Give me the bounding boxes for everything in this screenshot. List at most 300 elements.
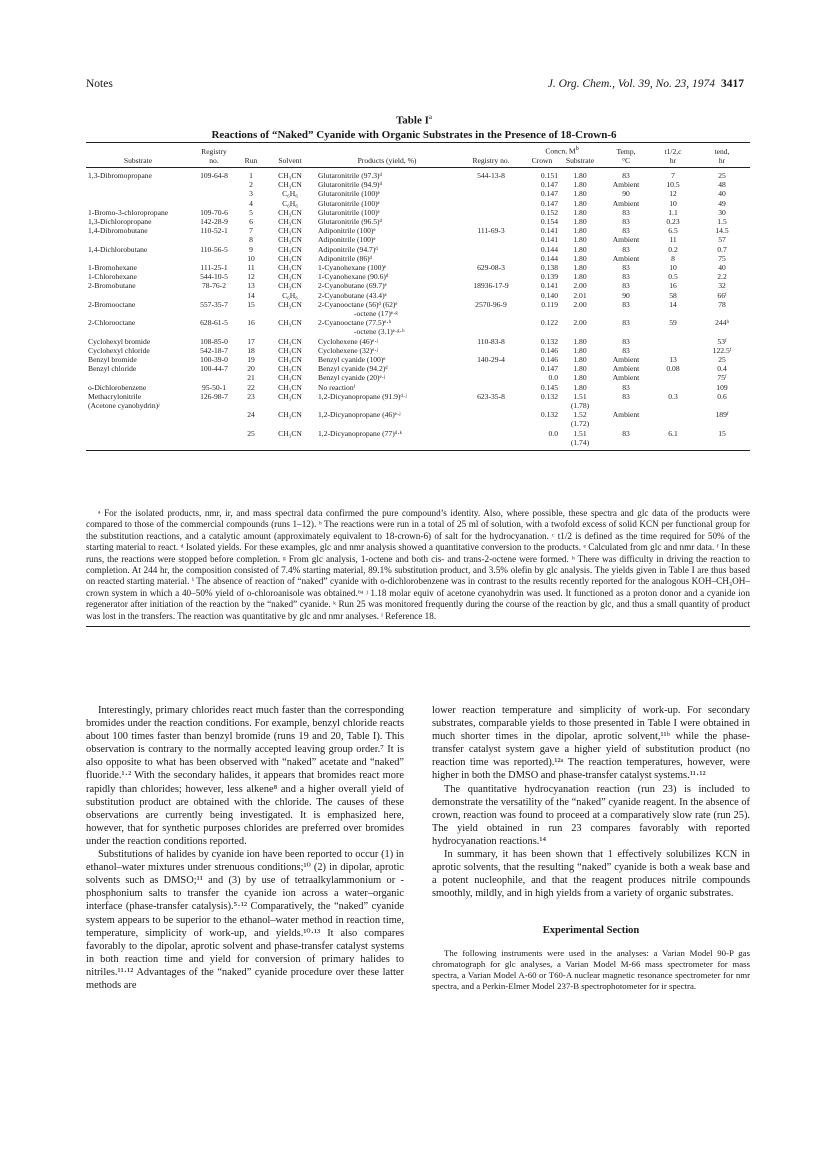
cell-registry: 109-70-6	[200, 207, 228, 217]
cell-tend: 0.7	[717, 244, 727, 254]
cell-product-registry	[458, 291, 524, 300]
cell-products: No reactionⁱ	[318, 382, 356, 392]
cell-run: 22	[247, 382, 255, 392]
table-header-row-2	[86, 156, 750, 168]
cell-substrate-concn: 1.80	[573, 207, 587, 217]
cell-substrate-concn: 1.80	[573, 180, 587, 190]
cell-substrate-concn: 1.51	[573, 428, 587, 438]
cell-crown-concn	[524, 309, 560, 318]
cell-products: Glutaronitrile (100)ᵉ	[318, 207, 380, 217]
cell-solvent: CH₃CN	[278, 207, 302, 217]
table-row	[86, 401, 750, 410]
cell-run: 14	[247, 290, 255, 300]
cell-run: 16	[247, 318, 255, 328]
cell-crown-concn	[524, 438, 560, 451]
cell-crown-concn: 0.154	[540, 216, 558, 226]
cell-product-registry	[458, 199, 524, 208]
cell-run: 10	[247, 253, 255, 263]
cell-registry	[190, 438, 238, 451]
cell-solvent: C₆H₆	[282, 189, 298, 199]
cell-crown-concn: 0.146	[540, 345, 558, 355]
cell-thalf: 0.5	[668, 272, 678, 282]
cell-crown-concn: 0.145	[540, 382, 558, 392]
table-row	[86, 373, 750, 382]
cell-substrate-concn: (1.74)	[560, 438, 600, 451]
cell-temp: Ambient	[612, 355, 640, 364]
cell-registry: 110-52-1	[200, 226, 228, 236]
table-caption	[0, 110, 828, 142]
cell-products: 2-Cyanobutane (43.4)ᵉ	[318, 290, 387, 300]
cell-tend	[694, 309, 750, 318]
cell-substrate: 1-Bromo-3-chloropropane	[88, 207, 169, 217]
cell-products	[316, 438, 458, 451]
cell-products: -octene (17)ᵉ·ᵍ	[354, 308, 398, 318]
cell-substrate-concn: 1.80	[573, 373, 587, 383]
cell-temp	[600, 401, 652, 410]
journal-citation	[548, 78, 744, 90]
cell-products: Adiponitrile (94.7)ᵈ	[318, 244, 378, 254]
cell-solvent	[264, 327, 316, 336]
cell-registry: 78-76-2	[201, 281, 227, 291]
cell-solvent: C₆H₆	[282, 290, 298, 300]
page-number: 3417	[721, 78, 744, 90]
table-title: Table $I^a$	[395, 113, 433, 127]
table-row	[86, 429, 750, 438]
cell-tend: 25	[718, 355, 726, 364]
cell-products: Glutaronitrile (94.9)ᵈ	[318, 180, 382, 190]
cell-crown-concn: 0.139	[540, 272, 558, 282]
cell-thalf: 8	[671, 253, 675, 263]
cell-solvent	[264, 309, 316, 318]
cell-solvent: CH₃CN	[278, 299, 302, 309]
cell-product-registry	[458, 410, 524, 419]
cell-tend: 49	[718, 198, 726, 208]
cell-product-registry	[458, 438, 524, 451]
cell-temp: Ambient	[612, 253, 640, 263]
cell-substrate: 1,3-Dichloropropane	[88, 216, 152, 226]
table-row	[86, 346, 750, 355]
table-row	[86, 364, 750, 373]
cell-thalf: 58	[669, 290, 677, 300]
table-row	[86, 309, 750, 318]
cell-substrate	[86, 309, 190, 318]
paragraph: The quantitative hydrocyanation reaction (run 23) is included to demonstrate the versatility of the “naked” cyanide reagent. In the absence of crown, reaction was found to proceed at a comparatively slow rate (run 25). The yield obtained in run 23 compares favorably with reported hydrocyanation reactions.¹⁴	[432, 783, 750, 847]
cell-products: Adiponitrile (100)ᵉ	[318, 226, 376, 236]
cell-tend: 1.5	[717, 216, 727, 226]
cell-thalf	[652, 419, 694, 428]
cell-thalf	[652, 337, 694, 346]
table-row	[86, 438, 750, 451]
cell-run: 9	[249, 244, 253, 254]
cell-crown-concn: 0.144	[540, 253, 558, 263]
cell-solvent: CH₃CN	[278, 180, 302, 190]
cell-product-registry	[458, 373, 524, 382]
table-title-footnote: a	[428, 113, 433, 121]
cell-temp	[600, 438, 652, 451]
cell-temp: 83	[622, 382, 630, 392]
cell-thalf: 0.23	[666, 216, 680, 226]
cell-registry: 110-56-5	[200, 244, 228, 254]
cell-product-registry: 629-08-3	[477, 262, 505, 272]
cell-substrate-concn: 1.80	[573, 253, 587, 263]
cell-thalf: 7	[671, 170, 675, 180]
section-heading: Experimental Section	[542, 925, 640, 937]
cell-crown-concn: 0.151	[540, 170, 558, 180]
cell-substrate-concn: 2.00	[573, 318, 587, 328]
cell-products	[316, 419, 458, 428]
table-subtitle: Reactions of “Naked” Cyanide with Organic Substrates in the Presence of 18-Crown-6	[211, 128, 617, 141]
cell-registry: 557-35-7	[200, 299, 228, 309]
cell-products: Benzyl cyanide (94.2)ᵈ	[318, 364, 388, 374]
cell-tend: 0.6	[717, 391, 727, 401]
paragraph: In summary, it has been shown that 1 effectively solubilizes KCN in aprotic solvents, that the resulting “naked” cyanide is both a weak base and a potent nucleophile, and that the reagent produces nitrile compounds smoothly, mildly, and in high yields from a variety of organic substrates.	[432, 849, 750, 900]
cell-products: Glutaronitrile (100)ᵉ	[318, 198, 380, 208]
cell-products: Benzyl cyanide (20)ᵉ·ʲ	[318, 373, 386, 383]
cell-crown-concn	[524, 419, 560, 428]
table-row	[86, 355, 750, 364]
table-row	[86, 383, 750, 392]
cell-tend: 53ᶠ	[717, 336, 727, 346]
cell-product-registry	[458, 364, 524, 373]
cell-products: Adiponitrile (86)ᵈ	[318, 253, 373, 263]
cell-product-registry	[458, 327, 524, 336]
cell-tend	[694, 438, 750, 451]
cell-substrate: 1,3-Dibromopropane	[88, 170, 152, 180]
table-row	[86, 327, 750, 336]
cell-product-registry	[458, 401, 524, 410]
cell-run	[238, 419, 264, 428]
cell-run	[238, 309, 264, 318]
cell-temp: 83	[622, 170, 630, 180]
cell-substrate	[86, 327, 190, 336]
cell-substrate: Benzyl chloride	[88, 364, 137, 374]
header-solvent: Solvent	[264, 156, 316, 168]
cell-thalf: 1.1	[668, 207, 678, 217]
cell-temp: 83	[622, 244, 630, 254]
cell-products: Glutaronitrile (97.3)ᵈ	[318, 170, 382, 180]
cell-product-registry: 140-29-4	[477, 355, 505, 364]
cell-substrate	[86, 189, 190, 198]
cell-run: 5	[249, 207, 253, 217]
cell-substrate: 1-Chlorohexane	[88, 272, 137, 282]
cell-solvent: CH₃CN	[278, 410, 302, 420]
cell-product-registry	[458, 383, 524, 392]
cell-substrate-concn: 1.80	[573, 235, 587, 245]
cell-crown-concn: 0.0	[548, 428, 558, 438]
table-row	[86, 419, 750, 428]
header-substrate: Substrate	[86, 156, 190, 168]
cell-crown-concn	[524, 327, 560, 336]
cell-substrate-concn: 2.00	[573, 281, 587, 291]
cell-registry: 111-25-1	[200, 262, 228, 272]
table-row	[86, 167, 750, 180]
cell-solvent	[264, 401, 316, 410]
cell-substrate-concn: 1.80	[573, 216, 587, 226]
cell-crown-concn: 0.141	[540, 281, 558, 291]
cell-substrate-concn: 1.52	[573, 410, 587, 420]
cell-tend: 75ᶠ	[717, 373, 727, 383]
header-registry-top: Registry	[190, 143, 238, 156]
cell-solvent	[264, 419, 316, 428]
cell-products: 1-Cyanohexane (90.6)ᵈ	[318, 272, 389, 282]
cell-solvent: CH₃CN	[278, 170, 302, 180]
cell-registry	[190, 180, 238, 189]
cell-tend: 40	[718, 189, 726, 199]
cell-temp: 83	[622, 207, 630, 217]
cell-solvent: CH₃CN	[278, 364, 302, 374]
cell-product-registry	[458, 245, 524, 254]
cell-product-registry: 2570-96-9	[475, 299, 507, 309]
cell-product-registry: 623-35-8	[477, 391, 505, 401]
cell-products: 2-Cyanooctane (56)ᵈ (62)ᵉ	[318, 299, 398, 309]
table-footnotes: ᵃ For the isolated products, nmr, ir, and mass spectral data confirmed the pure compound’s identity. Also, where possible, these spectra and glc data of the products were compared to those of the commercial compounds (runs 1–12). ᵇ The reactions were run in a total of 25 ml of solution, with a twofold excess of solid KCN per functional group for the substitution reactions, and a catalytic amount (approximately equivalent to 18-crown-6) of salt for the hydrocyanation. ᶜ t1/2 is defined as the time required for 50% of the starting material to react. ᵈ Isolated yields. For these examples, glc and nmr analysis showed a quantitative conversion to the products. ᵉ Calculated from glc and nmr data. ᶠ In these runs, the reactions were stopped before completion. ᵍ From glc analysis, 1-octene and both cis- and trans-2-octene were formed. ʰ There was difficulty in driving the reaction to completion. At 244 hr, the composition consisted of 7.4% starting material, 89.1% substitution product, and 3.5% olefin by glc analysis. The yields given in Table I are thus based on reacted starting material. ⁱ The absence of reaction of “naked” cyanide with o-dichlorobenzene was in contrast to the results recently reported for the analogous KOH–CH₃OH–crown system in which a 40–50% yield of o-chloroanisole was obtained.⁶ᵃ ʲ 1.18 molar equiv of acetone cyanohydrin was used. It functioned as a proton donor and a cyanide ion regenerator after initiation of the reaction by the “naked” cyanide. ᵏ Run 25 was monitored frequently during the course of the reaction by glc, and thus a small quantity of product was lost in the transfers. The reaction was quantitative by glc and nmr analyses. ˡ Reference 18.	[86, 508, 750, 627]
cell-temp: 83	[622, 281, 630, 291]
cell-thalf: 10	[669, 198, 677, 208]
cell-solvent: CH₃CN	[278, 262, 302, 272]
cell-crown-concn: 0.132	[540, 336, 558, 346]
cell-run	[238, 401, 264, 410]
cell-products: Adiponitrile (100)ᵉ	[318, 235, 376, 245]
cell-substrate-concn: 2.00	[573, 299, 587, 309]
paragraph: Substitutions of halides by cyanide ion have been reported to occur (1) in ethanol–water mixtures under strenuous conditions;¹⁰ (2) in dipolar, aprotic solvents such as DMSO;¹¹ and (3) by use of tetraalkylammonium or -phosphonium salts to transfer the cyanide ion across a water–organic interface (phase-transfer catalysis).⁵·¹² Comparatively, the “naked” cyanide system appears to be superior to the ethanol–water method in reaction time, temperature, simplicity of work-up, and yields.¹⁰·¹³ It also compares favorably to the dipolar, aprotic solvent and phase-transfer catalyst systems in both reaction time and yield for conversion of primary halides to nitriles.¹¹·¹² Advantages of the “naked” cyanide procedure over these latter methods are	[86, 849, 404, 991]
cell-thalf	[652, 373, 694, 382]
cell-thalf	[652, 309, 694, 318]
cell-substrate-concn: 2.01	[573, 290, 587, 300]
cell-substrate-concn: 1.80	[573, 345, 587, 355]
header-concn: Concn, $M^b$	[524, 143, 600, 156]
cell-run: 23	[247, 391, 255, 401]
cell-run: 15	[247, 299, 255, 309]
cell-thalf: 6.5	[668, 226, 678, 236]
cell-thalf	[652, 383, 694, 392]
cell-products: Glutaronitrile (100)ᵉ	[318, 189, 380, 199]
cell-run	[238, 327, 264, 336]
header-temp-top: Temp,	[600, 143, 652, 156]
header-registry-2: Registry no.	[458, 156, 524, 168]
cell-temp: 83	[622, 216, 630, 226]
cell-products: 1,2-Dicyanopropane (77)ᵈ·ᵏ	[318, 428, 403, 438]
cell-registry: 100-44-7	[200, 364, 228, 374]
cell-substrate-concn	[560, 327, 600, 336]
cell-tend: 66ᶠ	[717, 290, 727, 300]
cell-products: 1-Cyanohexane (100)ᵉ	[318, 262, 386, 272]
cell-temp: 83	[622, 428, 630, 438]
cell-registry: 108-85-0	[200, 336, 228, 346]
cell-substrate: Cyclohexyl chloride	[88, 345, 150, 355]
cell-thalf: 10	[669, 262, 677, 272]
table-row	[86, 180, 750, 189]
cell-substrate	[86, 438, 190, 451]
cell-product-registry	[458, 180, 524, 189]
cell-tend: 189ᶠ	[715, 410, 729, 420]
header-registry-bottom: no.	[190, 156, 238, 168]
cell-product-registry	[458, 254, 524, 263]
cell-run: 6	[249, 216, 253, 226]
cell-product-registry: 110-83-8	[477, 336, 505, 346]
cell-run: 1	[249, 170, 253, 180]
cell-registry	[190, 235, 238, 244]
table-row	[86, 245, 750, 254]
cell-product-registry: 18936-17-9	[473, 281, 509, 291]
cell-products: Benzyl cyanide (100)ᵉ	[318, 355, 386, 364]
cell-temp: 83	[622, 226, 630, 236]
cell-solvent: CH₃CN	[278, 318, 302, 328]
cell-registry	[190, 410, 238, 419]
cell-product-registry	[458, 419, 524, 428]
cell-product-registry: 111-69-3	[477, 226, 505, 236]
cell-tend: 122.5ᶠ	[712, 345, 732, 355]
cell-product-registry: 544-13-8	[477, 170, 505, 180]
cell-substrate: 2-Bromobutane	[88, 281, 136, 291]
cell-run: 21	[247, 373, 255, 383]
cell-tend	[694, 327, 750, 336]
cell-registry	[190, 291, 238, 300]
cell-substrate: 2-Chlorooctane	[88, 318, 136, 328]
cell-temp: Ambient	[612, 198, 640, 208]
header-run: Run	[238, 156, 264, 168]
table-row	[86, 263, 750, 272]
cell-product-registry	[458, 429, 524, 438]
cell-thalf: 0.08	[666, 364, 680, 374]
cell-temp: 83	[622, 318, 630, 328]
table-row	[86, 208, 750, 217]
cell-solvent: CH₃CN	[278, 226, 302, 236]
cell-tend: 0.4	[717, 364, 727, 374]
cell-crown-concn: 0.147	[540, 180, 558, 190]
cell-product-registry	[458, 309, 524, 318]
cell-registry	[190, 189, 238, 198]
cell-tend: 244ʰ	[715, 318, 729, 328]
cell-substrate: Benzyl bromide	[88, 355, 137, 364]
table-row	[86, 281, 750, 290]
cell-substrate-concn: 1.80	[573, 382, 587, 392]
table-row	[86, 410, 750, 419]
cell-substrate	[86, 373, 190, 382]
cell-products: 2-Cyanooctane (77.5)ᵉ·ʰ	[318, 318, 392, 328]
results-table	[86, 142, 750, 451]
page-header	[86, 78, 744, 94]
cell-temp: Ambient	[612, 373, 640, 383]
paragraph: Interestingly, primary chlorides react much faster than the corresponding bromides under the reaction conditions. For example, benzyl chloride reacts about 100 times faster than benzyl bromide (runs 19 and 20, Table I). This observation is contrary to the normally accepted leaving group order.⁷ It is also opposite to what has been observed with “naked” acetate and “naked” fluoride.¹·² With the secondary halides, it appears that bromides react more rapidly than chlorides; however, less alkene⁸ and a higher overall yield of substitution product are obtained with the chloride. The causes of these observations are currently being investigated. It is emphasized here, however, that for synthetic purposes chlorides are preferred over bromides under the reaction conditions reported.	[86, 705, 404, 847]
cell-substrate-concn	[560, 309, 600, 318]
cell-product-registry	[458, 208, 524, 217]
cell-temp: 83	[622, 272, 630, 282]
cell-tend: 78	[718, 299, 726, 309]
cell-run: 3	[249, 189, 253, 199]
table-row	[86, 291, 750, 300]
cell-run: 19	[247, 355, 255, 364]
cell-substrate: Cyclohexyl bromide	[88, 336, 151, 346]
cell-tend: 2.2	[717, 272, 727, 282]
cell-run: 25	[247, 428, 255, 438]
cell-solvent: CH₃CN	[278, 336, 302, 346]
cell-solvent: CH₃CN	[278, 216, 302, 226]
cell-run: 13	[247, 281, 255, 291]
cell-products: 1,2-Dicyanopropane (91.9)ᵈ·ʲ	[318, 391, 407, 401]
cell-thalf: 14	[669, 299, 677, 309]
cell-products: 1,2-Dicyanopropane (46)ᵉ·ʲ	[318, 410, 401, 420]
header-temp-bottom: °C	[600, 156, 652, 168]
body-column-right	[432, 704, 750, 992]
cell-crown-concn: 0.0	[548, 373, 558, 383]
table-row	[86, 226, 750, 235]
cell-thalf: 0.3	[668, 391, 678, 401]
cell-substrate-concn: 1.80	[573, 355, 587, 364]
cell-solvent: CH₃CN	[278, 428, 302, 438]
cell-temp: 83	[622, 336, 630, 346]
cell-substrate-concn: 1.80	[573, 272, 587, 282]
header-products: Products (yield, %)	[316, 156, 458, 168]
cell-substrate-concn: 1.80	[573, 226, 587, 236]
cell-tend: 48	[718, 180, 726, 190]
cell-solvent: CH₃CN	[278, 281, 302, 291]
cell-substrate-concn: 1.80	[573, 170, 587, 180]
cell-solvent: CH₃CN	[278, 253, 302, 263]
cell-substrate	[86, 419, 190, 428]
table-row	[86, 318, 750, 327]
header-tend-top: tend,	[694, 143, 750, 156]
header-tend-bottom: hr	[694, 156, 750, 168]
cell-temp	[600, 327, 652, 336]
cell-tend: 30	[718, 207, 726, 217]
cell-substrate	[86, 235, 190, 244]
cell-substrate-concn: 1.80	[573, 262, 587, 272]
cell-substrate: (Acetone cyanohydrin)ʲ	[88, 401, 160, 411]
cell-solvent: C₆H₆	[282, 198, 298, 208]
cell-registry	[190, 199, 238, 208]
cell-crown-concn: 0.119	[541, 299, 558, 309]
cell-crown-concn: 0.147	[540, 189, 558, 199]
table-row	[86, 272, 750, 281]
cell-run: 8	[249, 235, 253, 245]
header-thalf-top: t1/2,c	[652, 143, 694, 156]
cell-temp: 90	[622, 189, 630, 199]
cell-temp: 83	[622, 391, 630, 401]
cell-registry: 544-10-5	[200, 272, 228, 282]
cell-tend: 57	[718, 235, 726, 245]
cell-temp: Ambient	[612, 364, 640, 374]
cell-tend: 109	[716, 382, 728, 392]
cell-solvent: CH₃CN	[278, 345, 302, 355]
cell-crown-concn	[524, 401, 560, 410]
cell-registry	[190, 327, 238, 336]
cell-thalf: 13	[669, 355, 677, 364]
cell-substrate-concn: (1.72)	[570, 419, 590, 429]
cell-substrate-concn: 1.51	[573, 391, 587, 401]
table-body	[86, 167, 750, 450]
table-row	[86, 300, 750, 309]
header-substrate-concn: Substrate	[560, 156, 600, 168]
cell-substrate: 1,4-Dichlorobutane	[88, 244, 148, 254]
cell-registry: 628-61-5	[200, 318, 228, 328]
table-row	[86, 189, 750, 198]
cell-run: 7	[249, 226, 253, 236]
table-row	[86, 254, 750, 263]
cell-solvent: CH₃CN	[278, 373, 302, 383]
cell-products	[316, 401, 458, 410]
cell-registry: 109-64-8	[200, 170, 228, 180]
cell-substrate-concn: 1.80	[573, 336, 587, 346]
cell-registry	[190, 419, 238, 428]
cell-temp	[600, 419, 652, 428]
cell-substrate-concn: 1.80	[573, 244, 587, 254]
cell-product-registry	[458, 217, 524, 226]
cell-crown-concn: 0.141	[540, 226, 558, 236]
cell-tend	[694, 419, 750, 428]
cell-registry: 142-28-9	[200, 216, 228, 226]
cell-solvent: CH₃CN	[278, 355, 302, 364]
table-row	[86, 392, 750, 401]
